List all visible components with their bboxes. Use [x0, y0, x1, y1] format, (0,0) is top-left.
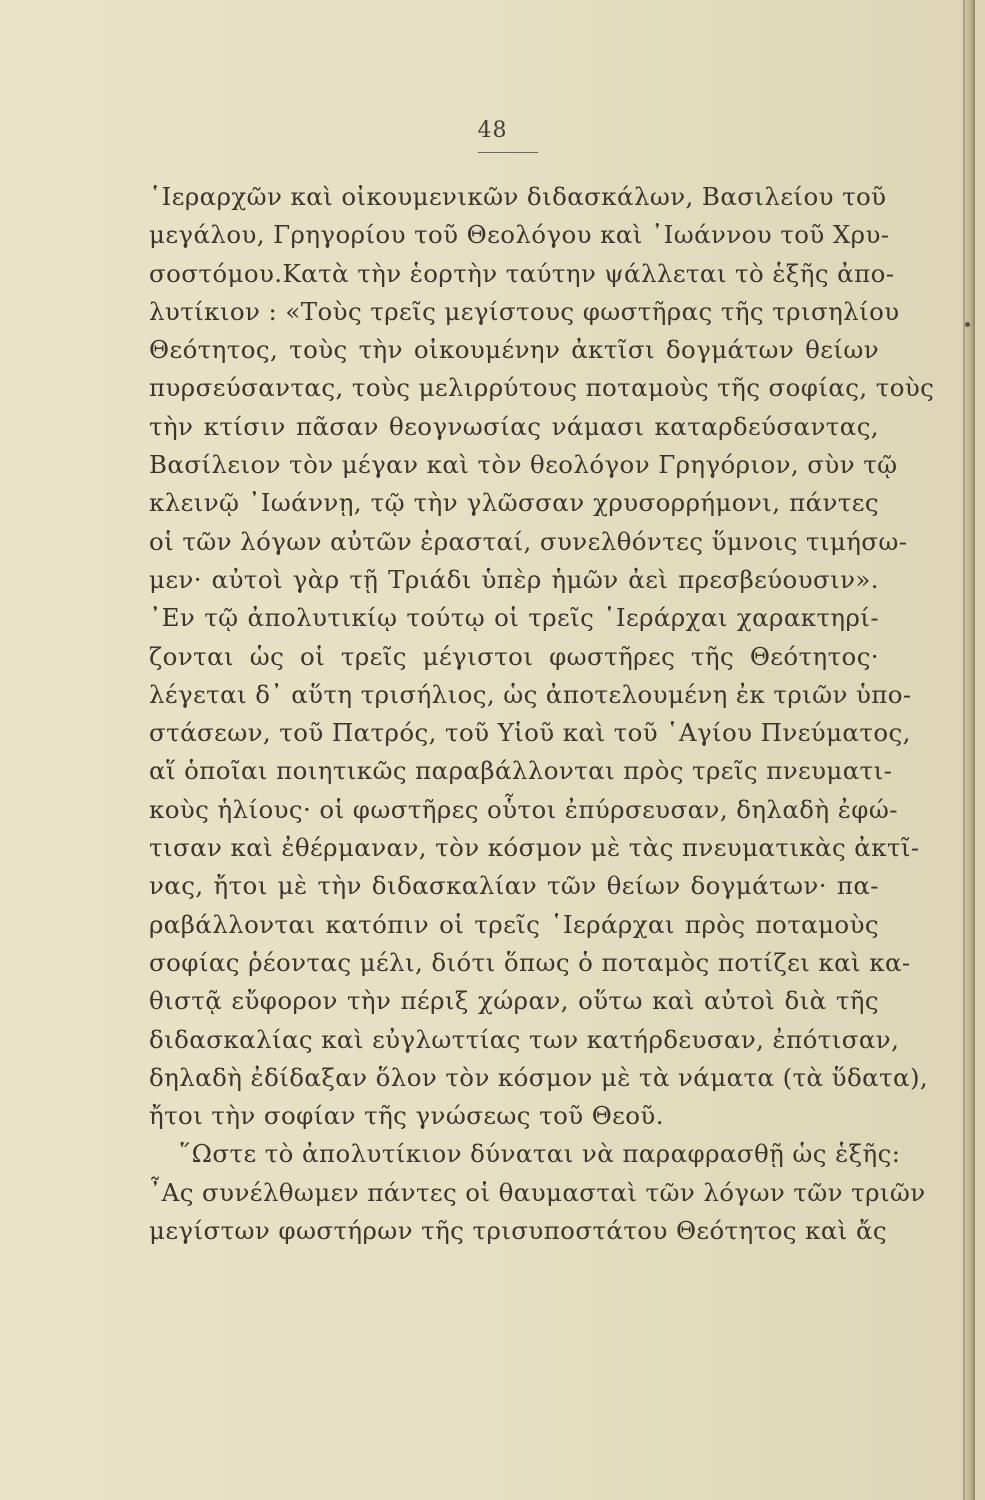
page-number: 48: [477, 118, 508, 143]
text-line: τισαν καὶ ἐθέρμαναν, τὸν κόσμον μὲ τὰς πνευματικὰς ἀκτῖ-: [149, 833, 920, 863]
text-line: ῾Ιεραρχῶν καὶ οἰκουμενικῶν διδασκάλων, Βασιλείου τοῦ: [149, 182, 887, 211]
text-line: θιστᾷ εὔφορον τὴν πέριξ χώραν, οὕτω καὶ αὐτοὶ διὰ τῆς: [149, 986, 879, 1016]
text-line: τὴν κτίσιν πᾶσαν θεογνωσίας νάμασι καταρδεύσαντας,: [149, 411, 879, 441]
text-line: ἤτοι τὴν σοφίαν τῆς γνώσεως τοῦ Θεοῦ.: [149, 1101, 664, 1131]
text-line: νας, ἤτοι μὲ τὴν διδασκαλίαν τῶν θείων δογμάτων· πα-: [149, 871, 879, 901]
text-line: Θεότητος, τοὺς τὴν οἰκουμένην ἀκτῖσι δογμάτων θείων: [149, 335, 879, 365]
text-line: κλεινῷ ᾿Ιωάννῃ, τῷ τὴν γλῶσσαν χρυσορρήμονι, πάντες: [149, 488, 879, 518]
text-line: λυτίκιον : «Τοὺς τρεῖς μεγίστους φωστῆρας τῆς τρισηλίου: [149, 296, 900, 326]
text-line: στάσεων, τοῦ Πατρός, τοῦ Υἱοῦ καὶ τοῦ ῾Αγίου Πνεύματος,: [149, 718, 911, 748]
text-line: πυρσεύσαντας, τοὺς μελιρρύτους ποταμοὺς τῆς σοφίας, τοὺς: [149, 373, 935, 403]
text-line: ῏Ας συνέλθωμεν πάντες οἱ θαυμασταὶ τῶν λόγων τῶν τριῶν: [149, 1177, 926, 1207]
text-line: σοφίας ῥέοντας μέλι, διότι ὅπως ὁ ποταμὸς ποτίζει καὶ κα-: [149, 947, 911, 977]
page-binding-edge: [965, 0, 975, 1500]
text-line: αἵ ὁποῖαι ποιητικῶς παραβάλλονται πρὸς τρεῖς πνευματι-: [149, 756, 893, 786]
text-line: οἱ τῶν λόγων αὐτῶν ἐρασταί, συνελθόντες ὕμνοις τιμήσω-: [149, 526, 908, 556]
body-text: [149, 178, 935, 1250]
page-number-rule: [478, 152, 538, 153]
text-line: Βασίλειον τὸν μέγαν καὶ τὸν θεολόγον Γρηγόριον, σὺν τῷ: [149, 450, 898, 480]
text-line: δηλαδὴ ἐδίδαξαν ὅλον τὸν κόσμον μὲ τὰ νάματα (τὰ ὕδατα),: [149, 1062, 929, 1092]
text-line: σοστόμου.Κατὰ τὴν ἑορτὴν ταύτην ψάλλεται τὸ ἑξῆς ἀπο-: [149, 258, 895, 288]
text-line: μεν· αὐτοὶ γὰρ τῇ Τριάδι ὑπὲρ ἡμῶν ἀεὶ πρεσβεύουσιν».: [149, 564, 879, 594]
text-line: ζονται ὡς οἱ τρεῖς μέγιστοι φωστῆρες τῆς Θεότητος·: [149, 641, 879, 671]
text-line: ῞Ωστε τὸ ἀπολυτίκιον δύναται νὰ παραφρασθῇ ὡς ἑξῆς:: [179, 1139, 901, 1169]
text-line: λέγεται δ᾿ αὕτη τρισήλιος, ὡς ἀποτελουμένη ἐκ τριῶν ὑπο-: [149, 679, 912, 709]
text-line: μεγίστων φωστήρων τῆς τρισυποστάτου Θεότητος καὶ ἄς: [149, 1216, 888, 1246]
text-line: ραβάλλονται κατόπιν οἱ τρεῖς ῾Ιεράρχαι πρὸς ποταμοὺς: [149, 909, 879, 939]
margin-mark: [965, 322, 970, 327]
text-line: ᾿Εν τῷ ἀπολυτικίῳ τούτῳ οἱ τρεῖς ῾Ιεράρχαι χαρακτηρί-: [149, 603, 879, 633]
text-line: κοὺς ἡλίους· οἱ φωστῆρες οὗτοι ἐπύρσευσαν, δηλαδὴ ἐφώ-: [149, 794, 898, 824]
text-line: μεγάλου, Γρηγορίου τοῦ Θεολόγου καὶ ᾿Ιωάννου τοῦ Χρυ-: [149, 220, 890, 250]
text-line: διδασκαλίας καὶ εὐγλωττίας των κατήρδευσαν, ἐπότισαν,: [149, 1024, 900, 1054]
